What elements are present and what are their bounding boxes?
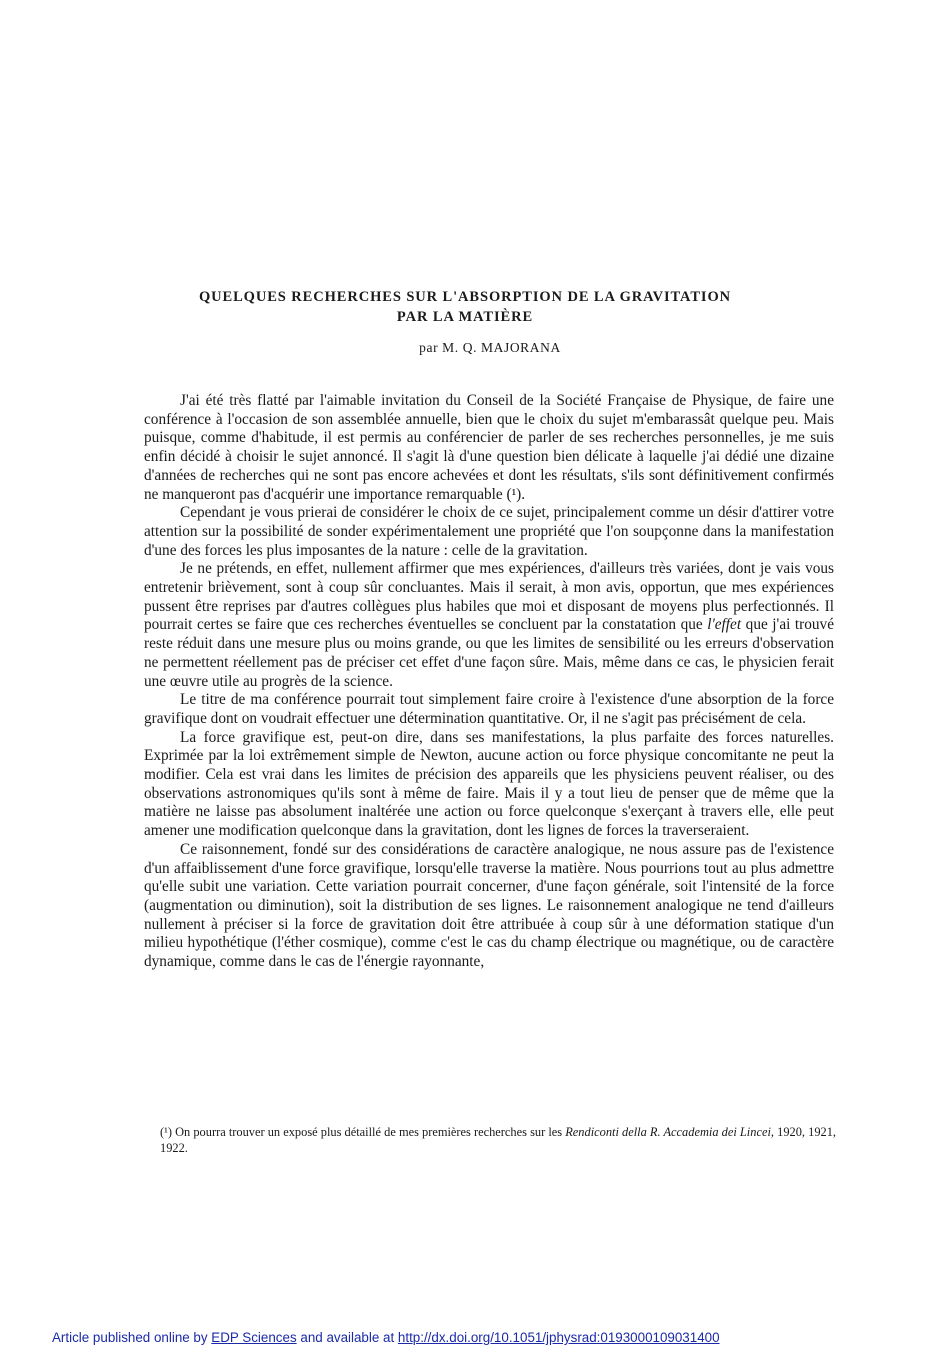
footnote-marker: (¹): [160, 1125, 172, 1139]
article-body: [144, 392, 834, 972]
publisher-link[interactable]: EDP Sciences: [211, 1330, 297, 1345]
emphasis-effet: l'effet: [707, 616, 742, 634]
paragraph-2: Cependant je vous prierai de considérer le choix de ce sujet, principalement comme un désir d'attirer votre attention sur la possibilité de sonder expérimentalement une propriété que l'on soupçonne dans la manifestation d'une des forces les plus imposantes de la nature : celle de la gravitation.: [144, 504, 834, 559]
footnote: [160, 1124, 836, 1156]
title-line-1: QUELQUES RECHERCHES SUR L'ABSORPTION DE LA GRAVITATION: [198, 289, 732, 305]
doi-link[interactable]: http://dx.doi.org/10.1051/jphysrad:0193000109031400: [397, 1330, 720, 1345]
paragraph-3: Je ne prétends, en effet, nullement affirmer que mes expériences, d'ailleurs très variées, dont je vais vous entretenir brièvement, sont à coup sûr concluantes. Mais il serait, à mon avis, opportun, que mes expériences pussent être reprises par d'autres collègues plus habiles que moi et disposant de moyens plus perfectionnés. Il pourrait certes se faire que ces recherches éventuelles se concluent par la constatation que l'effet que j'ai trouvé reste réduit dans une mesure plus ou moins grande, ou que les limites de sensibilité ou les erreurs d'observation ne permettent réellement pas de préciser cet effet d'une façon sûre. Mais, même dans ce cas, le physicien ferait une œuvre utile au progrès de la science.: [144, 560, 834, 690]
title-line-2: PAR LA MATIÈRE: [396, 309, 534, 325]
paragraph-5: La force gravifique est, peut-on dire, dans ses manifestations, la plus parfaite des forces naturelles. Exprimée par la loi extrêmement simple de Newton, aucune action ou force physique concomitante ne peut la modifier. Cela est vrai dans les limites de précision des appareils que les physiciens peuvent réaliser, ou des observations astronomiques qu'ils sont à même de faire. Mais il y a tout lieu de penser que de même que la matière ne laisse pas absolument inaltérée une action ou force quelconque s'exerçant à travers elle, elle peut amener une modification quelconque dans la gravitation, dont les lignes de forces la traverseraient.: [144, 728, 834, 840]
article-title: [0, 287, 930, 327]
footnote-text: On pourra trouver un exposé plus détaillé de mes premières recherches sur les: [175, 1125, 566, 1139]
paragraph-6: Ce raisonnement, fondé sur des considérations de caractère analogique, ne nous assure pas de l'existence d'un affaiblissement d'une force gravifique, lorsqu'elle traverse la matière. Nous pourrions tout au plus admettre qu'elle subit une variation. Cette variation pourrait concerner, d'une façon générale, soit l'intensité de la force (augmentation ou diminution), soit la distribution de ses lignes. Le raisonnement analogique ne tend d'ailleurs nullement à préciser si la force de gravitation doit être attribuée à coup sûr à une déformation statique d'un milieu hypothétique (l'éther cosmique), comme c'est le cas du champ électrique ou magnétique, ou de caractère dynamique, comme dans le cas de l'énergie rayonnante,: [144, 840, 834, 971]
publication-footer: Article published online by EDP Sciences and available at http://dx.doi.org/10.1051/jphysrad:0193000109031400: [52, 1330, 720, 1345]
paragraph-1: J'ai été très flatté par l'aimable invitation du Conseil de la Société Française de Physique, de faire une conférence à l'occasion de son assemblée annuelle, bien que le choix du sujet m'embarassât quelque peu. Mais puisque, comme d'habitude, il est permis au conférencier de parler de ses recherches personnelles, je me suis enfin décidé à choisir le sujet annoncé. Il s'agit là d'une question bien délicate à laquelle j'ai dédié une dizaine d'années de recherches qui ne sont pas encore achevées et dont les résultats, s'ils sont définitivement confirmés ne manqueront pas d'acquérir une importance remarquable (¹).: [144, 392, 834, 503]
footnote-years: 1920, 1921, 1922.: [160, 1125, 837, 1155]
author-line: par M. Q. MAJORANA: [419, 340, 561, 355]
paragraph-4: Le titre de ma conférence pourrait tout simplement faire croire à l'existence d'une absorption de la force gravifique dont on voudrait effectuer une détermination quantitative. Or, il ne s'agit pas précisément de cela.: [144, 691, 834, 727]
footnote-journal: Rendiconti della R. Accademia dei Lincei,: [565, 1125, 774, 1139]
